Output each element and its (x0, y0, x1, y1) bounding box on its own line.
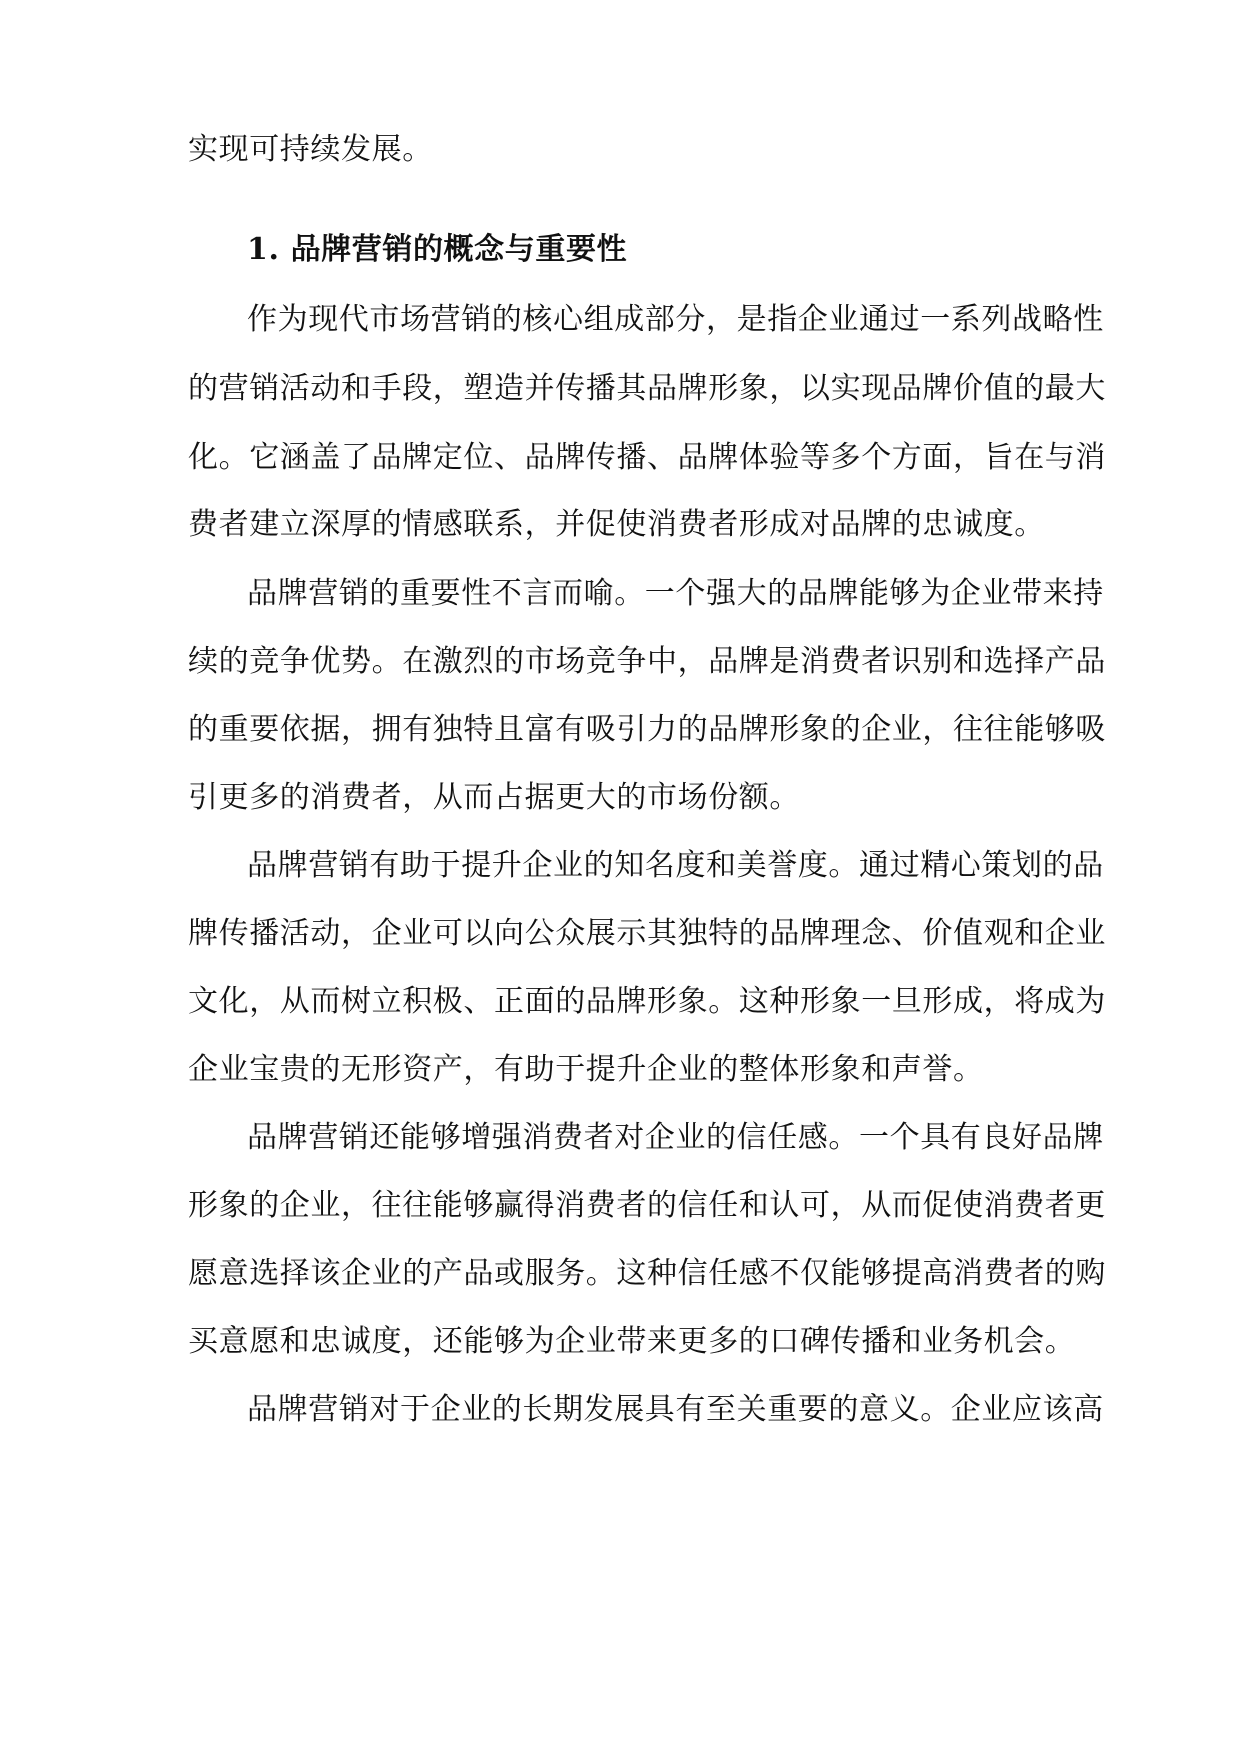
paragraph-line: 牌传播活动，企业可以向公众展示其独特的品牌理念、价值观和企业 (188, 916, 1106, 951)
paragraph-line: 品牌营销对于企业的长期发展具有至关重要的意义。企业应该高 (247, 1392, 1104, 1427)
lead-line: 实现可持续发展。 (188, 132, 433, 167)
paragraph-line: 买意愿和忠诚度，还能够为企业带来更多的口碑传播和业务机会。 (188, 1324, 1076, 1359)
paragraph-line: 续的竞争优势。在激烈的市场竞争中，品牌是消费者识别和选择产品 (188, 644, 1106, 679)
paragraph-line: 品牌营销的重要性不言而喻。一个强大的品牌能够为企业带来持 (247, 576, 1104, 611)
paragraph-line: 费者建立深厚的情感联系，并促使消费者形成对品牌的忠诚度。 (188, 507, 1045, 542)
paragraph-line: 品牌营销有助于提升企业的知名度和美誉度。通过精心策划的品 (247, 848, 1104, 883)
paragraph-line: 文化，从而树立积极、正面的品牌形象。这种形象一旦形成，将成为 (188, 984, 1106, 1019)
section-heading: 1. 品牌营销的概念与重要性 (247, 232, 628, 267)
paragraph-line: 的营销活动和手段，塑造并传播其品牌形象，以实现品牌价值的最大 (188, 371, 1106, 406)
paragraph-line: 品牌营销还能够增强消费者对企业的信任感。一个具有良好品牌 (247, 1120, 1104, 1155)
paragraph-line: 形象的企业，往往能够赢得消费者的信任和认可，从而促使消费者更 (188, 1188, 1106, 1223)
paragraph-line: 作为现代市场营销的核心组成部分，是指企业通过一系列战略性 (247, 302, 1104, 337)
paragraph-line: 引更多的消费者，从而占据更大的市场份额。 (188, 780, 800, 815)
paragraph-line: 愿意选择该企业的产品或服务。这种信任感不仅能够提高消费者的购 (188, 1256, 1106, 1291)
paragraph-line: 化。它涵盖了品牌定位、品牌传播、品牌体验等多个方面，旨在与消 (188, 440, 1106, 475)
paragraph-line: 企业宝贵的无形资产，有助于提升企业的整体形象和声誉。 (188, 1052, 984, 1087)
paragraph-line: 的重要依据，拥有独特且富有吸引力的品牌形象的企业，往往能够吸 (188, 712, 1106, 747)
